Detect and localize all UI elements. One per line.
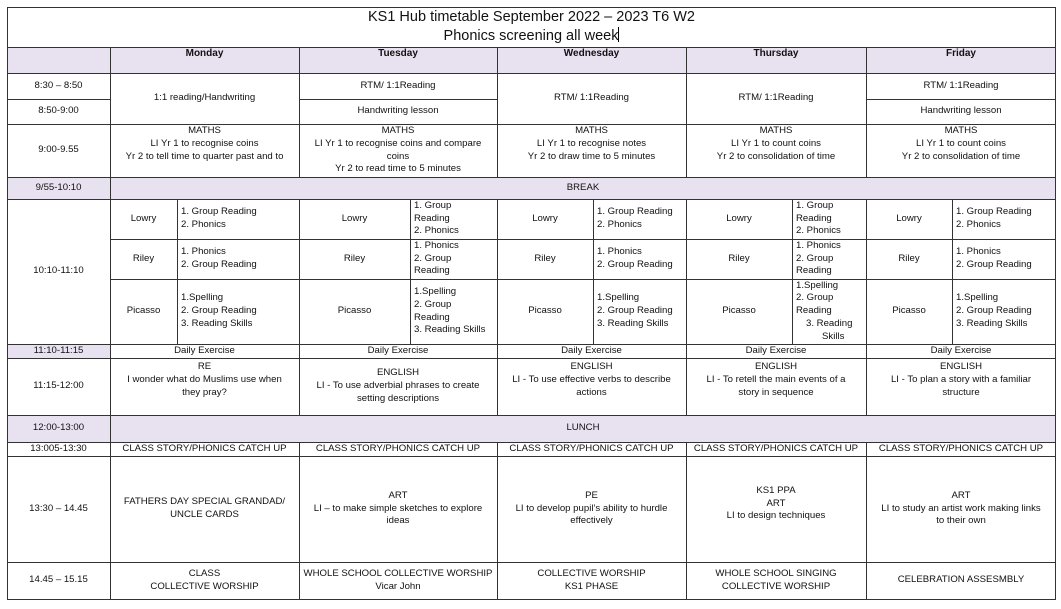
lesson-objective: ideas <box>386 515 410 527</box>
row-divider <box>7 199 1056 200</box>
activity-item: 3. Reading Skills <box>956 317 1028 329</box>
activity-item: 1. Phonics <box>796 239 841 251</box>
day-header-friday: Friday <box>945 48 976 60</box>
group-name-picasso: Picasso <box>126 305 161 317</box>
lesson-subject: RE <box>197 361 212 372</box>
table-border <box>1055 7 1056 600</box>
day-header-wednesday: Wednesday <box>563 48 620 60</box>
activity-item: Reading <box>414 212 450 224</box>
tuesday-maths <box>299 124 497 177</box>
group-activities <box>177 199 299 239</box>
group-activities <box>177 239 299 279</box>
lesson-objective: coins <box>386 150 410 162</box>
worship-line: COLLECTIVE WORSHIP <box>150 580 259 592</box>
time-slot: 11:15-12:00 <box>33 380 84 392</box>
lesson-objective: structure <box>942 386 980 398</box>
worship-line: WHOLE SCHOOL COLLECTIVE WORSHIP <box>303 567 493 579</box>
time-slot: 13:30 – 14.45 <box>29 502 88 514</box>
group-activities <box>792 279 866 344</box>
worship-line: Vicar John <box>375 580 421 592</box>
column-divider <box>177 199 178 344</box>
thursday-ppa <box>686 456 866 562</box>
group-activities <box>952 239 1056 279</box>
row-divider <box>110 239 1056 240</box>
time-slot: 12:00-13:00 <box>32 422 85 434</box>
lesson-objective: Yr 2 to consolidation of time <box>716 150 836 162</box>
lesson-line: FATHERS DAY SPECIAL GRANDAD/ <box>123 496 286 508</box>
monday-re <box>110 358 299 415</box>
row-divider <box>7 99 110 100</box>
column-divider <box>866 199 867 415</box>
lesson-objective: LI to design techniques <box>726 510 826 522</box>
lesson-objective: LI Yr 1 to count coins <box>916 137 1006 149</box>
time-slot: 11:10-11:15 <box>33 344 84 356</box>
group-name-lowry: Lowry <box>726 212 752 224</box>
activity-item: 1.Spelling <box>597 292 640 304</box>
activity-item: 2. Phonics <box>956 219 1001 230</box>
group-name-lowry: Lowry <box>130 212 157 224</box>
lesson-subject: KS1 PPA <box>756 484 796 496</box>
table-border <box>7 599 1056 600</box>
activity-item: 1. Group <box>796 199 834 211</box>
friday-early-session-1: RTM/ 1:1Reading <box>923 79 999 91</box>
lesson-objective: LI Yr 1 to recognise coins and compare <box>314 137 482 149</box>
table-border <box>7 7 8 600</box>
column-divider <box>686 442 687 600</box>
lesson-objective: LI Yr 1 to recognise coins <box>150 137 259 149</box>
tuesday-art <box>299 456 497 562</box>
row-divider <box>7 442 1056 443</box>
daily-exercise: Daily Exercise <box>745 344 807 356</box>
group-activities <box>177 279 299 344</box>
activity-item: 1. Group <box>414 199 452 211</box>
group-activities <box>952 199 1056 239</box>
worship-line: CLASS <box>188 567 221 579</box>
lesson-objective: Yr 2 to draw time to 5 minutes <box>527 150 656 162</box>
class-story: CLASS STORY/PHONICS CATCH UP <box>693 442 859 454</box>
lesson-objective: LI - To plan a story with a familiar <box>890 373 1032 385</box>
column-divider <box>497 199 498 415</box>
activity-item: 2. Group Reading <box>181 259 257 270</box>
row-divider <box>7 562 1056 563</box>
thursday-worship <box>686 562 866 599</box>
tuesday-english <box>299 358 497 415</box>
group-name-riley: Riley <box>728 252 750 264</box>
lesson-objective: they pray? <box>182 386 227 398</box>
class-story: CLASS STORY/PHONICS CATCH UP <box>122 442 287 454</box>
class-story: CLASS STORY/PHONICS CATCH UP <box>315 442 481 454</box>
column-divider <box>792 199 793 344</box>
text-cursor <box>618 27 619 42</box>
thursday-english <box>686 358 866 415</box>
lesson-objective: LI to study an artist work making links <box>881 502 1041 514</box>
activity-item: Reading <box>414 265 450 277</box>
group-activities <box>792 239 866 279</box>
group-name-picasso: Picasso <box>722 305 756 317</box>
activity-item: 1. Phonics <box>414 239 459 251</box>
time-slot: 13:005-13:30 <box>30 442 87 454</box>
group-activities <box>593 199 686 239</box>
monday-worship <box>110 562 299 599</box>
column-divider <box>686 47 687 177</box>
group-activities <box>410 239 497 279</box>
row-divider <box>7 47 1056 48</box>
lesson-objective: setting descriptions <box>356 392 440 404</box>
worship-line: WHOLE SCHOOL SINGING <box>715 567 837 579</box>
wednesday-maths <box>497 124 686 177</box>
group-name-riley: Riley <box>132 252 155 264</box>
lesson-objective: LI to develop pupil’s ability to hurdle <box>515 502 668 514</box>
lesson-objective: story in sequence <box>738 386 814 398</box>
activity-item: Reading <box>414 311 450 323</box>
day-header-tuesday: Tuesday <box>378 48 418 60</box>
group-activities <box>792 199 866 239</box>
lesson-subject: MATHS <box>381 125 415 136</box>
page-title <box>7 7 1056 47</box>
activity-item: 3. Reading Skills <box>181 317 253 329</box>
activity-item: 1. Phonics <box>956 246 1001 258</box>
table-border <box>7 7 1056 8</box>
title-line-2 <box>444 27 620 46</box>
activity-item: 2. Phonics <box>796 225 841 237</box>
time-slot: 14.45 – 15.15 <box>29 574 88 586</box>
group-name-riley: Riley <box>534 252 556 264</box>
activity-item: Reading <box>796 265 832 277</box>
activity-item: 2. Group <box>796 292 834 304</box>
row-divider <box>866 99 1056 100</box>
group-activities <box>593 279 686 344</box>
row-divider <box>7 358 1056 359</box>
column-divider <box>299 442 300 600</box>
lesson-objective: effectively <box>570 515 613 527</box>
break-label: BREAK <box>566 181 600 193</box>
column-divider <box>686 199 687 415</box>
lesson-objective: LI Yr 1 to recognise notes <box>536 137 647 149</box>
column-divider <box>866 47 867 177</box>
activity-item: 1. Group Reading <box>181 206 257 218</box>
group-name-riley: Riley <box>343 252 366 264</box>
lesson-objective: Yr 2 to read time to 5 minutes <box>335 163 461 175</box>
activity-item: 2. Group <box>796 252 834 264</box>
lesson-subject: ENGLISH <box>939 361 983 372</box>
time-slot: 8:30 – 8:50 <box>34 79 83 91</box>
group-name-picasso: Picasso <box>337 305 372 317</box>
activity-item: 1.Spelling <box>414 285 457 297</box>
lesson-objective: Yr 2 to consolidation of time <box>901 150 1021 162</box>
lesson-objective: LI Yr 1 to count coins <box>731 137 821 149</box>
column-divider <box>952 199 953 344</box>
thursday-early-session: RTM/ 1:1Reading <box>738 92 814 104</box>
lesson-objective: to their own <box>936 515 986 527</box>
time-slot: 9:00-9.55 <box>38 144 79 156</box>
group-name-lowry: Lowry <box>532 212 558 224</box>
group-name-picasso: Picasso <box>892 305 926 317</box>
day-header-thursday: Thursday <box>753 48 799 60</box>
column-divider <box>299 199 300 415</box>
activity-item: 1. Group Reading <box>597 206 673 218</box>
lesson-line: UNCLE CARDS <box>170 509 239 520</box>
thursday-maths <box>686 124 866 177</box>
row-divider <box>7 177 1056 178</box>
activity-item: 1. Phonics <box>181 246 226 258</box>
daily-exercise: Daily Exercise <box>367 344 429 356</box>
activity-item: Reading <box>796 305 832 317</box>
worship-line: KS1 PHASE <box>564 580 619 592</box>
lesson-subject: MATHS <box>575 125 608 136</box>
activity-item: 2. Phonics <box>414 225 459 237</box>
column-divider <box>299 47 300 177</box>
column-divider <box>110 47 111 600</box>
lesson-subject: PE <box>585 489 598 501</box>
activity-item: 2. Group <box>414 298 452 310</box>
time-slot: 8:50-9:00 <box>38 105 79 117</box>
lunch-label: LUNCH <box>566 422 600 434</box>
column-divider <box>410 199 411 344</box>
title-line-1: KS1 Hub timetable September 2022 – 2023 T6 W2 <box>368 9 695 25</box>
group-activities <box>593 239 686 279</box>
group-name-lowry: Lowry <box>896 212 922 224</box>
column-divider <box>866 442 867 600</box>
activity-item: 2. Group Reading <box>597 259 673 270</box>
group-name-picasso: Picasso <box>528 305 562 317</box>
title-line-2-text: Phonics screening all week <box>443 28 619 44</box>
activity-item: 1.Spelling <box>956 292 999 304</box>
tuesday-early-session-1: RTM/ 1:1Reading <box>360 79 436 91</box>
row-divider <box>7 344 1056 345</box>
activity-item: 1.Spelling <box>181 292 224 304</box>
activity-item: 1.Spelling <box>796 279 839 291</box>
wednesday-english <box>497 358 686 415</box>
lesson-objective: LI - To retell the main events of a <box>706 373 846 385</box>
row-divider <box>299 99 497 100</box>
time-slot: 10:10-11:10 <box>33 265 84 277</box>
friday-early-session-2: Handwriting lesson <box>920 105 1002 117</box>
wednesday-worship <box>497 562 686 599</box>
lesson-objective: LI – to make simple sketches to explore <box>313 502 483 514</box>
tuesday-worship <box>299 562 497 599</box>
lesson-objective: actions <box>576 386 607 398</box>
worship-line: COLLECTIVE WORSHIP <box>537 567 646 579</box>
lesson-objective: LI - To use effective verbs to describe <box>512 373 671 385</box>
lesson-subject: MATHS <box>759 125 793 136</box>
friday-maths <box>866 124 1056 177</box>
activity-item: 2. Group <box>414 252 452 264</box>
friday-english <box>866 358 1056 415</box>
row-divider <box>110 279 1056 280</box>
activity-item: 2. Phonics <box>181 219 226 230</box>
friday-worship <box>866 562 1056 599</box>
row-divider <box>7 415 1056 416</box>
activity-item: 2. Group Reading <box>181 305 257 317</box>
activity-item: 3. Reading <box>806 317 853 329</box>
daily-exercise: Daily Exercise <box>561 344 622 356</box>
lesson-subject: ENGLISH <box>570 361 613 372</box>
worship-line: COLLECTIVE WORSHIP <box>721 580 831 592</box>
class-story: CLASS STORY/PHONICS CATCH UP <box>878 442 1044 454</box>
activity-item: 2. Group Reading <box>597 305 673 317</box>
lesson-subject: MATHS <box>188 125 221 136</box>
activity-item: 3. Reading Skills <box>597 317 669 329</box>
group-activities <box>952 279 1056 344</box>
monday-afternoon <box>110 456 299 562</box>
day-header-monday: Monday <box>185 48 224 60</box>
lesson-subject: ENGLISH <box>376 367 420 379</box>
class-story: CLASS STORY/PHONICS CATCH UP <box>509 442 674 454</box>
column-divider <box>497 47 498 177</box>
worship-line: CELEBRATION ASSESMBLY <box>897 574 1025 586</box>
lesson-subject: ART <box>388 489 408 501</box>
activity-item: 2. Group Reading <box>956 305 1032 317</box>
lesson-subject: ENGLISH <box>754 361 798 372</box>
lesson-objective: LI - To use adverbial phrases to create <box>316 380 480 392</box>
activity-item: 1. Phonics <box>597 246 642 258</box>
lesson-objective: I wonder what do Muslims use when <box>127 373 282 385</box>
activity-item: 1. Group Reading <box>956 206 1032 218</box>
column-divider <box>593 199 594 344</box>
row-divider <box>7 124 1056 125</box>
wednesday-early-session: RTM/ 1:1Reading <box>553 92 629 104</box>
wednesday-pe <box>497 456 686 562</box>
monday-maths <box>110 124 299 177</box>
activity-item: Skills <box>822 330 845 342</box>
row-divider <box>7 73 1056 74</box>
activity-item: 2. Group Reading <box>956 259 1032 270</box>
group-name-lowry: Lowry <box>341 212 368 224</box>
friday-art <box>866 456 1056 562</box>
activity-item: Reading <box>796 212 832 224</box>
activity-item: 3. Reading Skills <box>414 324 486 336</box>
lesson-subject: ART <box>951 489 971 501</box>
daily-exercise: Daily Exercise <box>174 344 235 356</box>
lesson-subject: MATHS <box>944 125 978 136</box>
daily-exercise: Daily Exercise <box>930 344 992 356</box>
group-activities <box>410 279 497 344</box>
group-name-riley: Riley <box>898 252 920 264</box>
lesson-subject: ART <box>766 497 786 509</box>
monday-early-session: 1:1 reading/Handwriting <box>153 92 256 104</box>
time-slot: 9/55-10:10 <box>35 181 82 193</box>
column-divider <box>497 442 498 600</box>
activity-item: 2. Phonics <box>597 219 642 230</box>
tuesday-early-session-2: Handwriting lesson <box>357 105 439 117</box>
group-activities <box>410 199 497 239</box>
lesson-objective: Yr 2 to tell time to quarter past and to <box>125 150 284 162</box>
row-divider <box>7 456 1056 457</box>
